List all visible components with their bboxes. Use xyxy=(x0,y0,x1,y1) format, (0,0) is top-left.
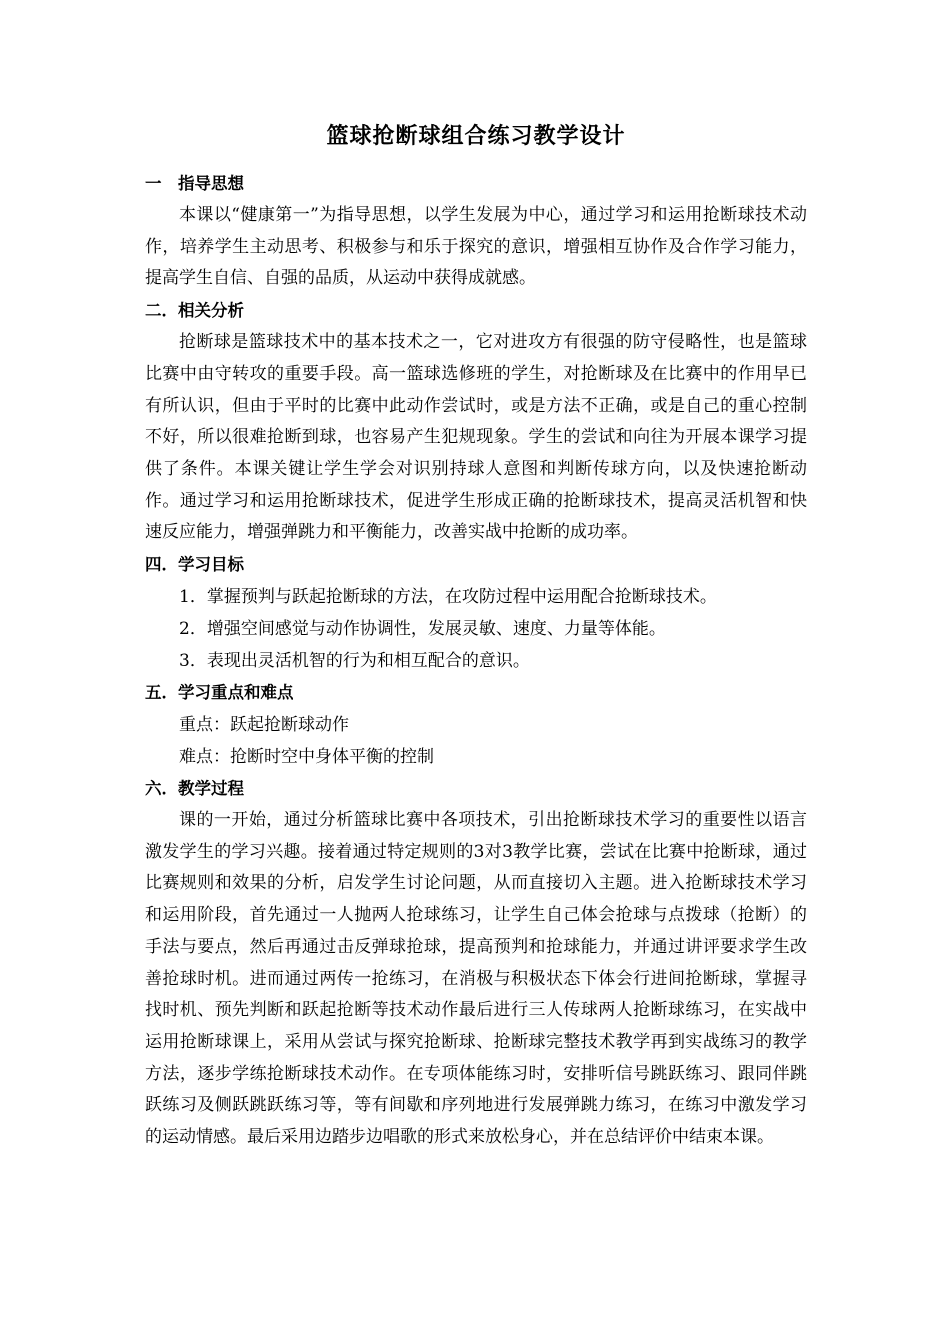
list-item: 难点：抢断时空中身体平衡的控制 xyxy=(179,747,434,768)
section-guiding-ideology xyxy=(145,168,807,295)
section-heading: 二．相关分析 xyxy=(145,301,244,321)
section-related-analysis xyxy=(145,295,807,549)
document-page xyxy=(145,118,807,1154)
section-heading: 六．教学过程 xyxy=(145,779,244,799)
section-heading: 四．学习目标 xyxy=(145,555,244,575)
section-heading: 一 指导思想 xyxy=(145,174,244,193)
section-heading: 五．学习重点和难点 xyxy=(145,683,294,703)
list-item: 重点：跃起抢断球动作 xyxy=(179,715,349,736)
list-item: 1．掌握预判与跃起抢断球的方法，在攻防过程中运用配合抢断球技术。 xyxy=(179,587,717,608)
section-paragraph: 课的一开始，通过分析篮球比赛中各项技术，引出抢断球技术学习的重要性以语言激发学生的学习兴趣。接着通过特定规则的3对3教学比赛，尝试在比赛中抢断球，通过比赛规则和效果的分析，启发学生讨论问题，从而直接切入主题。进入抢断球技术学习和运用阶段，首先通过一人抛两人抢球练习，让学生自己体会抢球与点拨球（抢断）的手法与要点，然后再通过击反弹球抢球，提高预判和抢球能力，并通过讲评要求学生改善抢球时机。进而通过两传一抢练习，在消极与积极状态下体会行进间抢断球，掌握寻找时机、预先判断和跃起抢断等技术动作最后进行三人传球两人抢断球练习，在实战中运用抢断球课上，采用从尝试与探究抢断球、抢断球完整技术教学再到实战练习的教学方法，逐步学练抢断球技术动作。在专项体能练习时，安排听信号跳跃练习、跟同伴跳跃练习及侧跃跳跃练习等，等有间歇和序列地进行发展弹跳力练习，在练习中激发学习的运动情感。最后采用边踏步边唱歌的形式来放松身心，并在总结评价中结束本课。 xyxy=(145,810,807,1148)
section-key-points xyxy=(145,677,807,773)
section-teaching-process xyxy=(145,773,807,1154)
document-title: 篮球抢断球组合练习教学设计 xyxy=(326,123,626,149)
list-item: 3．表现出灵活机智的行为和相互配合的意识。 xyxy=(179,651,530,672)
section-learning-goals xyxy=(145,549,807,677)
section-paragraph: 抢断球是篮球技术中的基本技术之一，它对进攻方有很强的防守侵略性，也是篮球比赛中由守转攻的重要手段。高一篮球选修班的学生，对抢断球及在比赛中的作用早已有所认识，但由于平时的比赛中此动作尝试时，或是方法不正确，或是自己的重心控制不好，所以很难抢断到球，也容易产生犯规现象。学生的尝试和向往为开展本课学习提供了条件。本课关键让学生学会对识别持球人意图和判断传球方向，以及快速抢断动作。通过学习和运用抢断球技术，促进学生形成正确的抢断球技术，提高灵活机智和快速反应能力，增强弹跳力和平衡能力，改善实战中抢断的成功率。 xyxy=(145,332,807,543)
list-item: 2．增强空间感觉与动作协调性，发展灵敏、速度、力量等体能。 xyxy=(179,619,666,640)
section-paragraph: 本课以“健康第一”为指导思想，以学生发展为中心，通过学习和运用抢断球技术动作，培养学生主动思考、积极参与和乐于探究的意识，增强相互协作及合作学习能力，提高学生自信、自强的品质，从运动中获得成就感。 xyxy=(145,205,807,289)
